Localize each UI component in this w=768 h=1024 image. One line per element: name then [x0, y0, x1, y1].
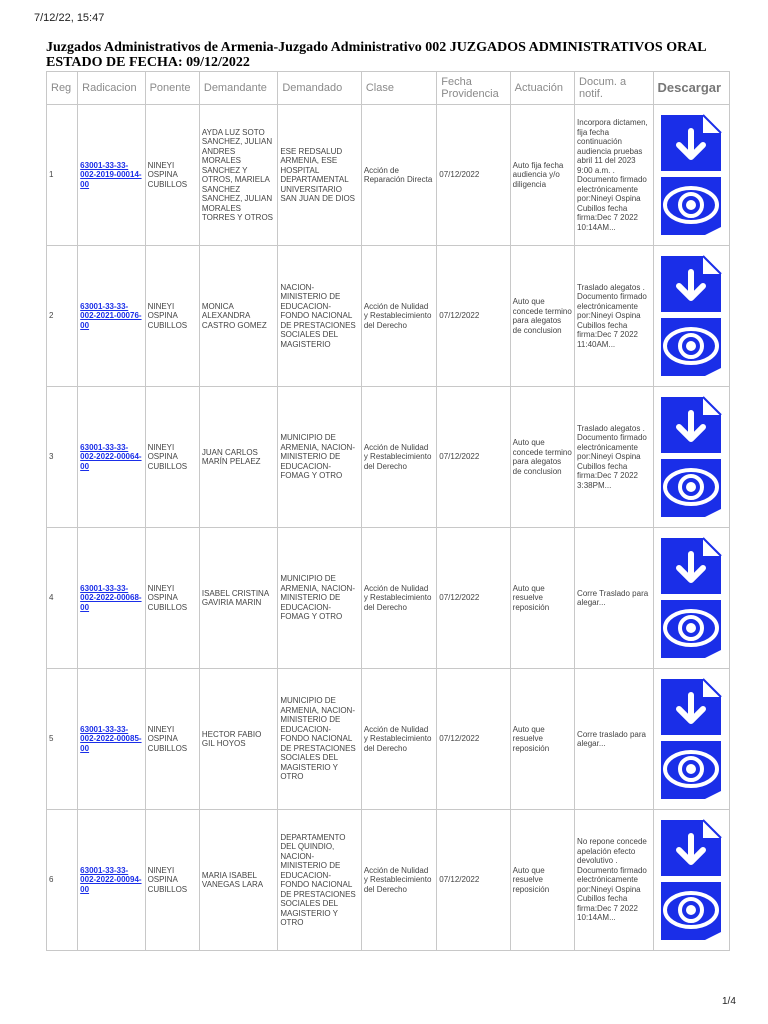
reg-cell: 6	[47, 810, 78, 951]
demandante-cell: MONICA ALEXANDRA CASTRO GOMEZ	[199, 246, 277, 387]
col-radicacion: Radicacion	[78, 72, 145, 105]
radicacion-link[interactable]: 63001-33-33-002-2021-00076-00	[80, 301, 142, 330]
actuacion-cell: Auto que resuelve reposición	[510, 528, 574, 669]
radicacion-link[interactable]: 63001-33-33-002-2019-00014-00	[80, 160, 142, 189]
table-row	[47, 387, 730, 528]
actuacion-cell: Auto fija fecha audiencia y/o diligencia	[510, 105, 574, 246]
documento-cell: No repone concede apelación efecto devolutivo . Documento firmado electrónicamente por:Nineyi Ospina Cubillos fecha firma:Dec 7 2022 10:14AM...	[575, 810, 653, 951]
ponente-cell: NINEYI OSPINA CUBILLOS	[145, 810, 199, 951]
fecha-cell: 07/12/2022	[437, 528, 510, 669]
fecha-cell: 07/12/2022	[437, 387, 510, 528]
download-actions	[654, 113, 730, 237]
col-ponente: Ponente	[145, 72, 199, 105]
download-actions	[654, 254, 730, 378]
download-button[interactable]	[659, 677, 723, 737]
download-actions	[654, 395, 730, 519]
reg-cell: 1	[47, 105, 78, 246]
actuacion-cell: Auto que resuelve reposición	[510, 810, 574, 951]
ponente-cell: NINEYI OSPINA CUBILLOS	[145, 528, 199, 669]
radicacion-cell	[78, 387, 145, 528]
download-button[interactable]	[659, 113, 723, 173]
clase-cell: Acción de Nulidad y Restablecimiento del Derecho	[361, 246, 436, 387]
demandante-cell: HECTOR FABIO GIL HOYOS	[199, 669, 277, 810]
radicacion-link[interactable]: 63001-33-33-002-2022-00064-00	[80, 442, 142, 471]
table-row	[47, 810, 730, 951]
ponente-cell: NINEYI OSPINA CUBILLOS	[145, 387, 199, 528]
demandante-cell: ISABEL CRISTINA GAVIRIA MARIN	[199, 528, 277, 669]
page-number: 1/4	[722, 996, 736, 1007]
clase-cell: Acción de Reparación Directa	[361, 105, 436, 246]
fecha-cell: 07/12/2022	[437, 810, 510, 951]
ponente-cell: NINEYI OSPINA CUBILLOS	[145, 669, 199, 810]
fecha-cell: 07/12/2022	[437, 246, 510, 387]
table-row	[47, 669, 730, 810]
fecha-cell: 07/12/2022	[437, 669, 510, 810]
download-file-icon	[659, 113, 723, 173]
radicacion-link[interactable]: 63001-33-33-002-2022-00094-00	[80, 865, 142, 894]
radicacion-link[interactable]: 63001-33-33-002-2022-00085-00	[80, 724, 142, 753]
demandante-cell: JUAN CARLOS MARÍN PELAEZ	[199, 387, 277, 528]
view-button[interactable]	[659, 739, 723, 801]
table-header-row	[47, 72, 730, 105]
estados-table	[46, 71, 730, 951]
actuacion-cell: Auto que concede termino para alegatos de conclusion	[510, 387, 574, 528]
documento-cell: Traslado alegatos . Documento firmado electrónicamente por:Nineyi Ospina Cubillos fecha firma:Dec 7 2022 3:38PM...	[575, 387, 653, 528]
col-fecha-providencia: Fecha Providencia	[437, 72, 510, 105]
clase-cell: Acción de Nulidad y Restablecimiento del Derecho	[361, 669, 436, 810]
demandado-cell: MUNICIPIO DE ARMENIA, NACION-MINISTERIO DE EDUCACION-FONDO NACIONAL DE PRESTACIONES SOCIALES DEL MAGISTERIO Y OTRO	[278, 669, 361, 810]
col-demandado: Demandado	[278, 72, 361, 105]
page-title	[46, 40, 736, 70]
reg-cell: 2	[47, 246, 78, 387]
ponente-cell: NINEYI OSPINA CUBILLOS	[145, 246, 199, 387]
download-file-icon	[659, 677, 723, 737]
download-file-icon	[659, 254, 723, 314]
descargar-cell	[653, 105, 730, 246]
download-actions	[654, 677, 730, 801]
eye-icon	[659, 175, 723, 237]
eye-icon	[659, 457, 723, 519]
descargar-cell	[653, 246, 730, 387]
reg-cell: 4	[47, 528, 78, 669]
descargar-cell	[653, 387, 730, 528]
eye-icon	[659, 598, 723, 660]
documento-cell: Corre Traslado para alegar...	[575, 528, 653, 669]
radicacion-cell	[78, 810, 145, 951]
clase-cell: Acción de Nulidad y Restablecimiento del Derecho	[361, 528, 436, 669]
table-row	[47, 105, 730, 246]
title-status-date: ESTADO DE FECHA: 09/12/2022	[46, 55, 250, 70]
col-documento: Docum. a notif.	[575, 72, 653, 105]
download-button[interactable]	[659, 395, 723, 455]
actuacion-cell: Auto que concede termino para alegatos de conclusion	[510, 246, 574, 387]
clase-cell: Acción de Nulidad y Restablecimiento del Derecho	[361, 387, 436, 528]
col-demandante: Demandante	[199, 72, 277, 105]
view-button[interactable]	[659, 316, 723, 378]
actuacion-cell: Auto que resuelve reposición	[510, 669, 574, 810]
table-row	[47, 246, 730, 387]
download-file-icon	[659, 818, 723, 878]
col-actuacion: Actuación	[510, 72, 574, 105]
descargar-cell	[653, 669, 730, 810]
demandante-cell: MARIA ISABEL VANEGAS LARA	[199, 810, 277, 951]
view-button[interactable]	[659, 598, 723, 660]
documento-cell: Incorpora dictamen, fija fecha continuación audiencia pruebas abril 11 del 2023 9:00 a.m. . Documento firmado electrónicamente por:Nineyi Ospina Cubillos fecha firma:Dec 7 2022 10:14AM...	[575, 105, 653, 246]
documento-cell: Traslado alegatos . Documento firmado electrónicamente por:Nineyi Ospina Cubillos fecha firma:Dec 7 2022 11:40AM...	[575, 246, 653, 387]
radicacion-cell	[78, 105, 145, 246]
radicacion-cell	[78, 246, 145, 387]
clase-cell: Acción de Nulidad y Restablecimiento del Derecho	[361, 810, 436, 951]
col-descargar: Descargar	[653, 72, 730, 105]
view-button[interactable]	[659, 175, 723, 237]
download-file-icon	[659, 536, 723, 596]
view-button[interactable]	[659, 457, 723, 519]
table-row	[47, 528, 730, 669]
fecha-cell: 07/12/2022	[437, 105, 510, 246]
reg-cell: 5	[47, 669, 78, 810]
ponente-cell: NINEYI OSPINA CUBILLOS	[145, 105, 199, 246]
demandado-cell: MUNICIPIO DE ARMENIA, NACION-MINISTERIO DE EDUCACION-FOMAG Y OTRO	[278, 387, 361, 528]
demandado-cell: ESE REDSALUD ARMENIA, ESE HOSPITAL DEPARTAMENTAL UNIVERSITARIO SAN JUAN DE DIOS	[278, 105, 361, 246]
demandado-cell: MUNICIPIO DE ARMENIA, NACION-MINISTERIO DE EDUCACION-FOMAG Y OTRO	[278, 528, 361, 669]
eye-icon	[659, 316, 723, 378]
documento-cell: Corre traslado para alegar...	[575, 669, 653, 810]
view-button[interactable]	[659, 880, 723, 942]
print-datetime: 7/12/22, 15:47	[34, 12, 105, 24]
radicacion-cell	[78, 669, 145, 810]
radicacion-cell	[78, 528, 145, 669]
download-actions	[654, 536, 730, 660]
descargar-cell	[653, 810, 730, 951]
demandado-cell: DEPARTAMENTO DEL QUINDIO, NACION-MINISTERIO DE EDUCACION-FONDO NACIONAL DE PRESTACIONES SOCIALES DEL MAGISTERIO Y OTRO	[278, 810, 361, 951]
descargar-cell	[653, 528, 730, 669]
col-clase: Clase	[361, 72, 436, 105]
download-file-icon	[659, 395, 723, 455]
col-reg: Reg	[47, 72, 78, 105]
demandado-cell: NACION-MINISTERIO DE EDUCACION-FONDO NACIONAL DE PRESTACIONES SOCIALES DEL MAGISTERIO	[278, 246, 361, 387]
download-button[interactable]	[659, 818, 723, 878]
eye-icon	[659, 880, 723, 942]
download-actions	[654, 818, 730, 942]
radicacion-link[interactable]: 63001-33-33-002-2022-00068-00	[80, 583, 142, 612]
download-button[interactable]	[659, 254, 723, 314]
title-court: Juzgados Administrativos de Armenia-Juzgado Administrativo 002 JUZGADOS ADMINISTRATIVOS ORAL	[46, 40, 707, 55]
download-button[interactable]	[659, 536, 723, 596]
demandante-cell: AYDA LUZ SOTO SANCHEZ, JULIAN ANDRES MORALES SANCHEZ Y OTROS, MARIELA SANCHEZ SANCHEZ, JULIAN MORALES TORRES Y OTROS	[199, 105, 277, 246]
table-body	[47, 105, 730, 951]
eye-icon	[659, 739, 723, 801]
reg-cell: 3	[47, 387, 78, 528]
